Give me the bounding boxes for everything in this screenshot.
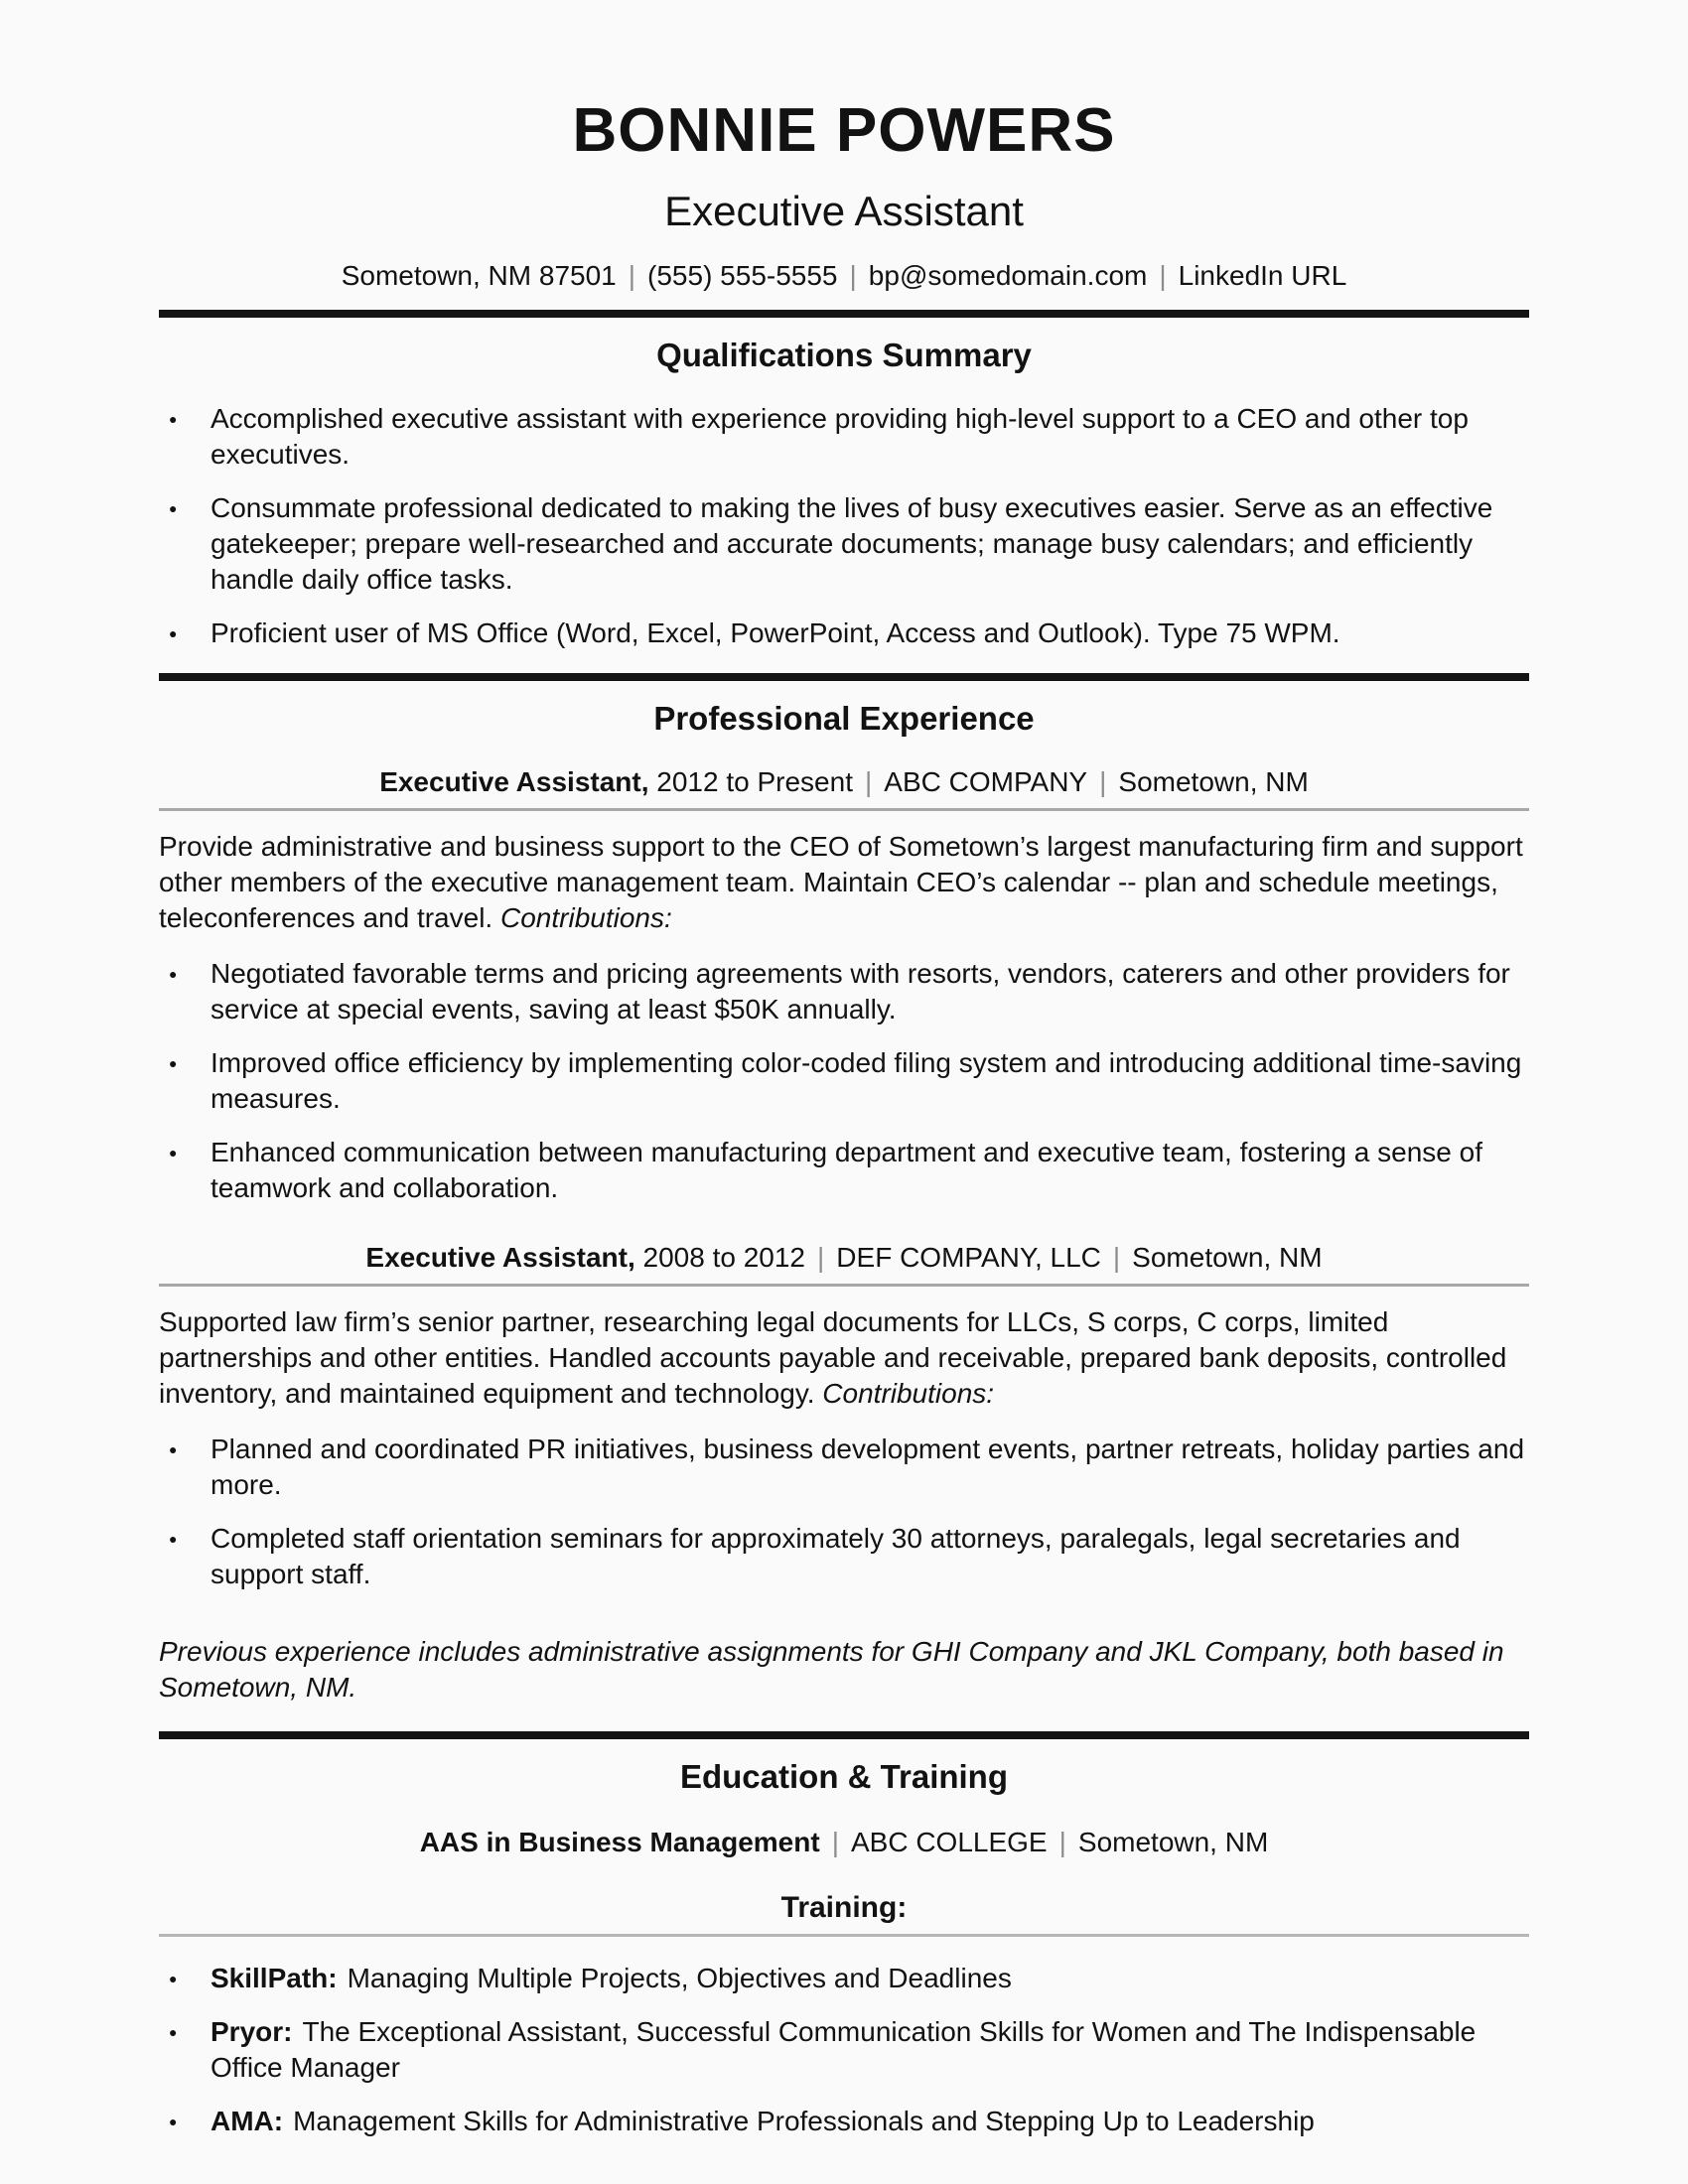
job-location: Sometown, NM [1118, 766, 1309, 797]
candidate-job-title: Executive Assistant [664, 188, 1024, 234]
training-provider: SkillPath: [211, 1963, 338, 1993]
job-entry [159, 1240, 1529, 1592]
bullet-icon: ● [169, 1441, 178, 1457]
job-bullet: Improved office efficiency by implementing color-coded filing system and introducing additional time-saving measures. [211, 1047, 1522, 1114]
list-item [159, 1961, 1529, 1996]
job-summary-text: Supported law firm’s senior partner, researching legal documents for LLCs, S corps, C corps, limited partnerships and other entities. Handled accounts payable and receivable, prepared bank deposits, controlled inventory, and maintained equipment and technology. [159, 1306, 1507, 1409]
job-bullet: Enhanced communication between manufacturing department and executive team, fostering a sense of teamwork and collaboration. [211, 1137, 1482, 1203]
separator-bar: | [628, 260, 636, 291]
job-location: Sometown, NM [1132, 1242, 1323, 1273]
bullet-icon: ● [169, 1531, 178, 1547]
training-item [211, 2104, 1529, 2139]
degree-name: AAS in Business Management [419, 1827, 820, 1857]
list-item [159, 1521, 1529, 1592]
bullet-icon: ● [169, 1971, 178, 1986]
job-divider [159, 808, 1529, 811]
job-header [159, 1240, 1529, 1276]
training-course: Managing Multiple Projects, Objectives and Deadlines [347, 1963, 1012, 1993]
bullet-icon: ● [169, 625, 178, 641]
training-course: The Exceptional Assistant, Successful Communication Skills for Women and The Indispensable Office Manager [211, 2016, 1477, 2083]
list-item [159, 2014, 1529, 2086]
job-summary [159, 829, 1529, 936]
job-summary-text: Provide administrative and business support to the CEO of Sometown’s largest manufacturing firm and support other members of the executive management team. Maintain CEO’s calendar -- plan and schedule meetings, teleconferences and travel. [159, 831, 1523, 933]
job-header [159, 764, 1529, 800]
job-dates: 2008 to 2012 [642, 1242, 806, 1273]
list-item [159, 401, 1529, 473]
separator-bar: | [1159, 260, 1167, 291]
training-list [159, 1961, 1529, 2139]
separator-bar: | [864, 766, 873, 797]
contributions-label: Contributions: [822, 1378, 995, 1409]
training-item [211, 2014, 1529, 2086]
education-section [159, 1757, 1529, 2139]
list-item [159, 1045, 1529, 1117]
contact-email: bp@somedomain.com [868, 260, 1148, 291]
separator-bar: | [1099, 766, 1107, 797]
bullet-icon: ● [169, 1145, 178, 1160]
job-dates: 2012 to Present [656, 766, 853, 797]
job-bullet: Completed staff orientation seminars for approximately 30 attorneys, paralegals, legal secretaries and support staff. [211, 1523, 1461, 1589]
job-entry [159, 764, 1529, 1206]
job-bullet: Negotiated favorable terms and pricing agreements with resorts, vendors, caterers and other providers for service at special events, saving at least $50K annually. [211, 958, 1510, 1024]
training-provider: AMA: [211, 2106, 284, 2136]
education-heading: Education & Training [679, 1758, 1009, 1795]
job-title: Executive Assistant, [379, 766, 649, 797]
list-item [159, 2104, 1529, 2139]
resume-header [159, 95, 1529, 294]
list-item [159, 490, 1529, 598]
degree-line [159, 1825, 1529, 1860]
previous-experience-note: Previous experience includes administrative assignments for GHI Company and JKL Company, both based in Sometown, NM. [159, 1636, 1504, 1703]
separator-bar: | [849, 260, 857, 291]
separator-bar: | [817, 1242, 825, 1273]
list-item [159, 956, 1529, 1027]
job-summary [159, 1304, 1529, 1412]
qualification-bullet: Proficient user of MS Office (Word, Excel, PowerPoint, Access and Outlook). Type 75 WPM. [211, 617, 1340, 648]
qualification-bullet: Accomplished executive assistant with experience providing high-level support to a CEO and other top executives. [211, 403, 1469, 470]
list-item [159, 1432, 1529, 1503]
qualifications-section [159, 336, 1529, 651]
job-divider [159, 1284, 1529, 1287]
college-name: ABC COLLEGE [850, 1827, 1048, 1857]
separator-bar: | [1058, 1827, 1066, 1857]
bullet-icon: ● [169, 411, 178, 427]
section-divider [159, 673, 1529, 681]
separator-bar: | [831, 1827, 839, 1857]
job-bullet-list [159, 956, 1529, 1206]
qualification-bullet: Consummate professional dedicated to making the lives of busy executives easier. Serve as an effective gatekeeper; prepare well-researched and accurate documents; manage busy calendars; and efficiently handle daily office tasks. [211, 492, 1493, 595]
training-course: Management Skills for Administrative Professionals and Stepping Up to Leadership [293, 2106, 1315, 2136]
job-company: ABC COMPANY [884, 766, 1088, 797]
job-company: DEF COMPANY, LLC [836, 1242, 1101, 1273]
separator-bar: | [1112, 1242, 1121, 1273]
list-item [159, 1135, 1529, 1206]
contact-linkedin: LinkedIn URL [1178, 260, 1347, 291]
bullet-icon: ● [169, 2114, 178, 2129]
training-divider [159, 1934, 1529, 1937]
section-divider [159, 310, 1529, 318]
contact-location: Sometown, NM 87501 [341, 260, 617, 291]
job-bullet: Planned and coordinated PR initiatives, business development events, partner retreats, holiday parties and more. [211, 1433, 1525, 1500]
bullet-icon: ● [169, 500, 178, 516]
candidate-name: BONNIE POWERS [572, 96, 1116, 165]
training-provider: Pryor: [211, 2016, 293, 2047]
bullet-icon: ● [169, 2024, 178, 2040]
college-location: Sometown, NM [1077, 1827, 1269, 1857]
experience-heading: Professional Experience [653, 700, 1035, 737]
resume-page [159, 0, 1529, 2139]
qualifications-list [159, 401, 1529, 651]
section-divider [159, 1731, 1529, 1739]
job-bullet-list [159, 1432, 1529, 1592]
contact-line [159, 258, 1529, 294]
bullet-icon: ● [169, 1055, 178, 1071]
list-item [159, 615, 1529, 651]
training-item [211, 1961, 1529, 1996]
bullet-icon: ● [169, 966, 178, 982]
contact-phone: (555) 555-5555 [647, 260, 838, 291]
qualifications-heading: Qualifications Summary [656, 337, 1032, 373]
training-heading: Training: [780, 1891, 908, 1924]
contributions-label: Contributions: [500, 902, 672, 933]
experience-section [159, 699, 1529, 1706]
job-title: Executive Assistant, [365, 1242, 635, 1273]
